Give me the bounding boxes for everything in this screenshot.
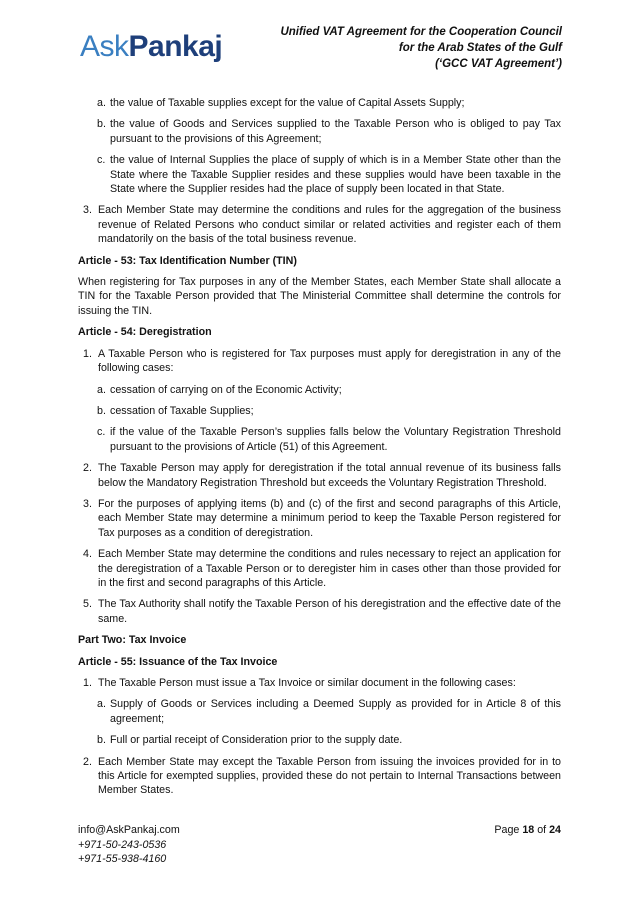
list-item-text: if the value of the Taxable Person’s supplies falls below the Voluntary Registration Threshold pursuant to the provisions of Article (51) of this Agreement.	[110, 426, 561, 453]
list-item-text: the value of Goods and Services supplied to the Taxable Person who is obliged to pay Tax pursuant to the provisions of this Agreement;	[110, 118, 561, 145]
page-label: Page	[494, 824, 520, 836]
article-53-heading: Article - 53: Tax Identification Number (TIN)	[78, 254, 297, 267]
list-item-text: cessation of Taxable Supplies;	[110, 404, 254, 417]
list-marker: a.	[97, 698, 106, 711]
article-55-heading: Article - 55: Issuance of the Tax Invoice	[78, 655, 278, 668]
list-marker: 1.	[83, 347, 92, 360]
list-item	[78, 755, 561, 798]
list-item	[78, 547, 561, 590]
list-marker: 2.	[83, 462, 92, 475]
list-marker: 2.	[83, 755, 92, 768]
list-item	[78, 404, 561, 418]
list-marker: c.	[97, 154, 106, 167]
list-item-text: The Taxable Person must issue a Tax Invoice or similar document in the following cases:	[98, 677, 516, 689]
footer-phone-1: +971-50-243-0536	[78, 838, 167, 851]
header-title-line-3: (‘GCC VAT Agreement’)	[435, 58, 562, 70]
list-item	[78, 383, 561, 397]
list-item	[78, 461, 561, 490]
list-item-text: the value of Internal Supplies the place of supply of which is in a Member State other than the State where the Taxable Supplier resides and these supplies would have been taxable in the State where the Supplier resides had the place of supply been located in that State.	[110, 154, 561, 196]
list-item-text: A Taxable Person who is registered for Tax purposes must apply for deregistration in any of the following cases:	[98, 347, 561, 375]
header-title-line-1: Unified VAT Agreement for the Cooperation Council	[280, 26, 562, 38]
list-item	[78, 347, 561, 376]
header-title-line-2: for the Arab States of the Gulf	[398, 42, 562, 54]
list-marker: a.	[97, 383, 106, 396]
list-item	[78, 153, 561, 196]
list-item-text: the value of Taxable supplies except for the value of Capital Assets Supply;	[110, 97, 465, 109]
article-54-heading: Article - 54: Deregistration	[78, 326, 212, 339]
list-item-text: cessation of carrying on of the Economic Activity;	[110, 383, 342, 396]
list-marker: 3.	[83, 497, 92, 510]
list-marker: b.	[97, 118, 106, 131]
list-item	[78, 733, 561, 747]
document-header-title	[280, 24, 562, 72]
list-item	[78, 597, 561, 626]
document-body	[78, 96, 561, 805]
footer-phone-2: +971-55-938-4160	[78, 853, 167, 865]
list-marker: 5.	[83, 598, 92, 611]
page-of: of	[537, 824, 547, 836]
list-item-text: The Tax Authority shall notify the Taxable Person of his deregistration and the effective date of the same.	[98, 598, 561, 625]
logo-ask-text: Ask	[80, 30, 129, 63]
list-item-text: Each Member State may except the Taxable Person from issuing the invoices provided for in to this Article for exempted supplies, provided these do not pertain to Internal Transactions between Member States.	[98, 755, 561, 797]
list-item-text: Full or partial receipt of Consideration prior to the supply date.	[110, 734, 403, 747]
list-item-text: The Taxable Person may apply for deregistration if the total annual revenue of its business falls below the Mandatory Registration Threshold but exceeds the Voluntary Registration Threshold.	[98, 462, 561, 489]
list-item	[78, 96, 561, 110]
article-53-paragraph: When registering for Tax purposes in any of the Member States, each Member State shall allocate a TIN for the Taxable Person provided that The Ministerial Committee shall determine the controls for issuing the TIN.	[78, 276, 561, 317]
logo-pankaj-text: Pankaj	[128, 30, 223, 63]
page-current: 18	[522, 824, 535, 836]
list-marker: 4.	[83, 548, 92, 561]
list-item-text: Supply of Goods or Services including a Deemed Supply as provided for in Article 8 of this agreement;	[110, 698, 561, 725]
list-item-text: Each Member State may determine the conditions and rules necessary to reject an application for the deregistration of a Taxable Person or to deregister him in cases other than those provided for in the first and second paragraphs of this Article.	[98, 548, 561, 589]
list-item-text: Each Member State may determine the conditions and rules for the aggregation of the business revenue of Related Persons who conduct similar or related activities and register each of them mandatorily on the basis of the total business revenue.	[98, 204, 561, 246]
list-marker: c.	[97, 426, 106, 439]
list-marker: b.	[97, 734, 106, 747]
list-marker: b.	[97, 404, 106, 417]
list-item	[78, 117, 561, 146]
list-item	[78, 497, 561, 540]
list-item	[78, 425, 561, 454]
page-total: 24	[549, 824, 561, 836]
askpankaj-logo	[80, 30, 222, 64]
list-marker: a.	[97, 97, 106, 109]
list-marker: 3.	[83, 204, 92, 217]
list-item	[78, 203, 561, 246]
page-number	[494, 823, 561, 838]
part-two-heading: Part Two: Tax Invoice	[78, 634, 187, 647]
footer-email: info@AskPankaj.com	[78, 824, 180, 836]
list-item-text: For the purposes of applying items (b) and (c) of the first and second paragraphs of this Article, each Member State may determine a minimum period to keep the Taxable Person registered for Tax purposes as a condition of deregistration.	[98, 497, 561, 539]
list-marker: 1.	[83, 677, 92, 689]
list-item	[78, 697, 561, 726]
list-item	[78, 676, 561, 690]
